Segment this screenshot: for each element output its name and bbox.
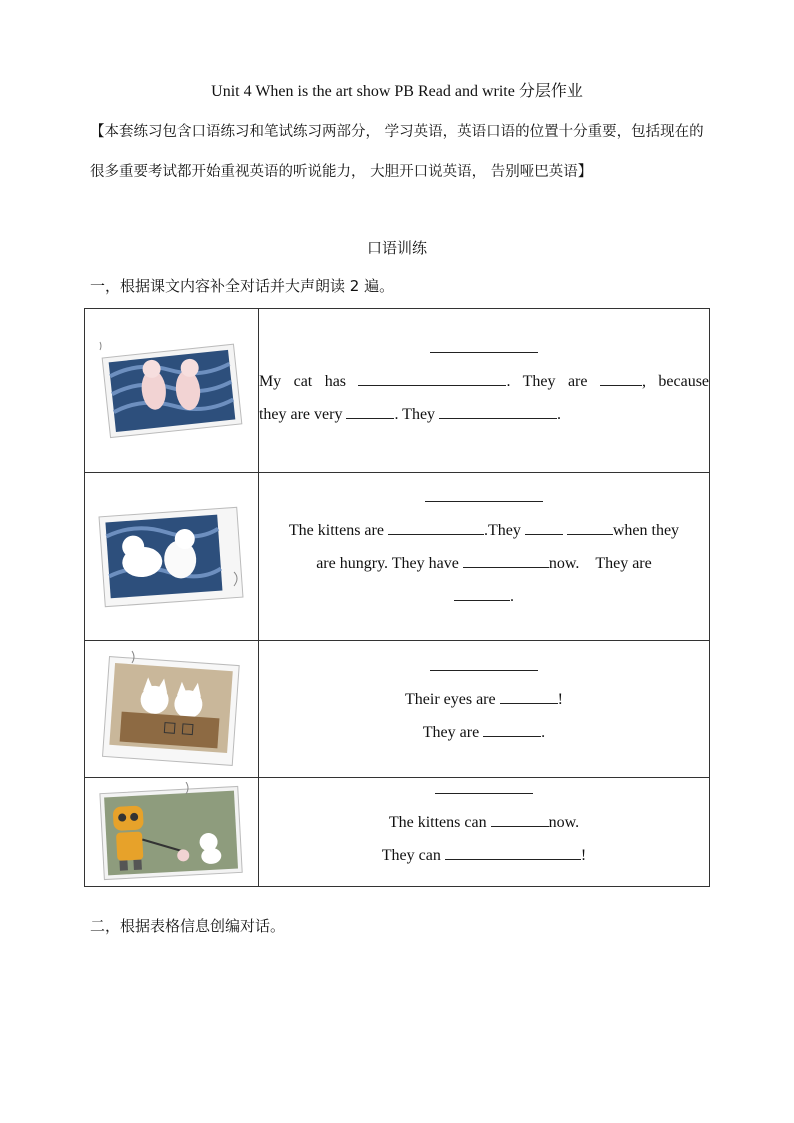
dialog-text: , because [641, 372, 710, 390]
table-row [85, 309, 710, 473]
dialog-text: now. [548, 814, 580, 831]
dialog-text: They are [522, 372, 588, 390]
blank[interactable] [388, 520, 484, 535]
picture-cell [85, 778, 259, 887]
table-row [85, 473, 710, 641]
blank[interactable] [525, 520, 563, 535]
dialog-line [259, 580, 709, 613]
blank[interactable] [463, 553, 549, 568]
blank[interactable] [600, 371, 642, 386]
dialog-line [259, 398, 709, 431]
picture-cell [85, 641, 259, 778]
dialog-table [84, 308, 710, 887]
section-title: 口语训练 [366, 239, 427, 257]
answer-line[interactable] [430, 351, 538, 353]
dialog-line [259, 839, 709, 872]
blank[interactable] [445, 845, 581, 860]
answer-line[interactable] [430, 669, 538, 671]
dialog-text: ! [580, 847, 587, 864]
table-row [85, 641, 710, 778]
dialog-text: My cat has [258, 372, 347, 390]
dialog-text: . [557, 405, 562, 423]
answer-line[interactable] [425, 500, 543, 502]
picture-cell [85, 309, 259, 473]
blank[interactable] [439, 404, 557, 419]
dialog-line [259, 514, 709, 547]
dialog-text: They are [595, 555, 652, 572]
dialog-text: They can [381, 847, 441, 864]
dialog-line [259, 806, 709, 839]
two-white-kittens-photo [94, 502, 249, 612]
dialog-text: .They [483, 522, 521, 539]
dialog-text-cell [258, 778, 709, 887]
blank[interactable] [358, 371, 506, 386]
dialog-text: . They [394, 405, 436, 423]
blank[interactable] [567, 520, 613, 535]
blank[interactable] [500, 689, 558, 704]
dialog-line [259, 365, 709, 398]
dialog-text: they are very [258, 405, 343, 423]
dialog-text: . [506, 372, 511, 390]
kittens-in-box-photo [96, 649, 246, 769]
dialog-text: are hungry. They have [316, 555, 459, 572]
two-newborn-kittens-photo [96, 336, 246, 446]
dialog-text: Their eyes are [405, 691, 496, 708]
dialog-line [259, 683, 709, 716]
intro-paragraph: 【本套练习包含口语练习和笔试练习两部分， 学习英语，英语口语的位置十分重要，包括现在的很多重要考试都开始重视英语的听说能力， 大胆开口说英语， 告别哑巴英语】 [90, 124, 704, 180]
blank[interactable] [491, 812, 549, 827]
dialog-text-cell [258, 309, 709, 473]
dialog-text-cell [258, 641, 709, 778]
dialog-text: They are [422, 724, 480, 741]
table-row [85, 778, 710, 887]
blank[interactable] [454, 586, 510, 601]
blank[interactable] [346, 404, 394, 419]
question-2-instruction: 二，根据表格信息创编对话。 [90, 917, 286, 935]
dialog-text: The kittens are [288, 522, 384, 539]
dialog-text: now. [548, 555, 580, 572]
dialog-text-cell [258, 473, 709, 641]
dialog-text: . [541, 724, 546, 741]
dialog-text: when they [612, 522, 680, 539]
picture-cell [85, 473, 259, 641]
dialog-text: ! [557, 691, 563, 708]
dialog-text: . [509, 588, 514, 605]
question-1-instruction: 一，根据课文内容补全对话并大声朗读 2 遍。 [90, 277, 395, 295]
robot-and-kittens-photo [96, 782, 246, 882]
dialog-text: The kittens can [388, 814, 487, 831]
answer-line[interactable] [435, 792, 533, 794]
dialog-line [259, 716, 709, 749]
dialog-line [259, 547, 709, 580]
worksheet-title: Unit 4 When is the art show PB Read and write 分层作业 [211, 83, 583, 100]
blank[interactable] [483, 722, 541, 737]
